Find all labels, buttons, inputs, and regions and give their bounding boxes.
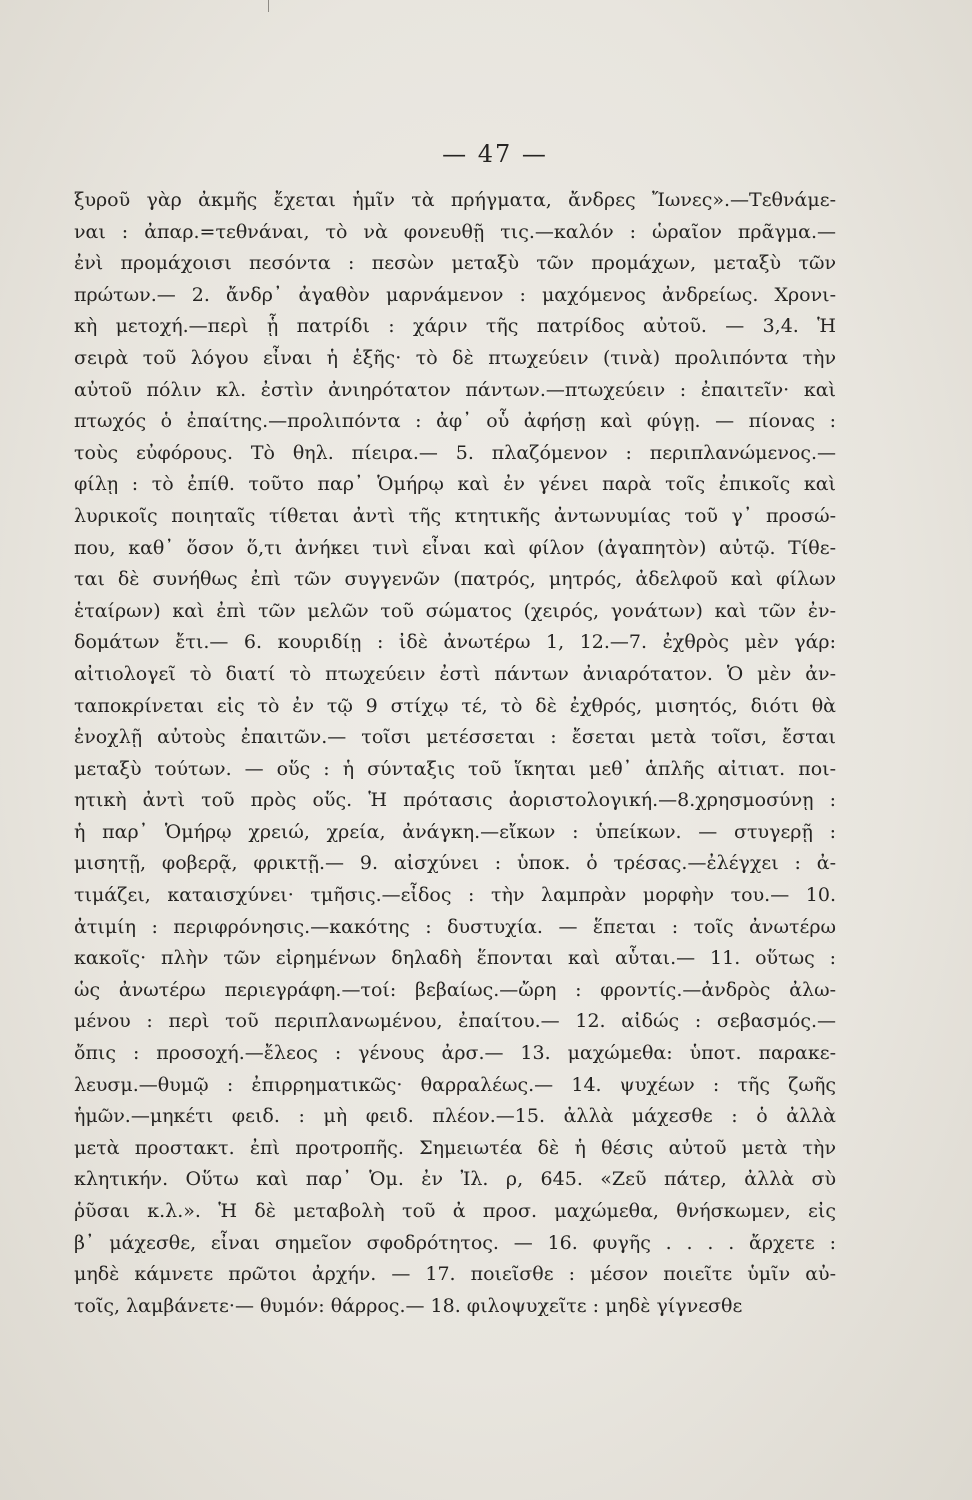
text-line: ἡμῶν.—μηκέτι φειδ. : μὴ φειδ. πλέον.—15. ἀλλὰ μάχεσθε : ὁ ἀλλὰ — [74, 1105, 836, 1128]
text-line: κὴ μετοχή.—περὶ ᾗ πατρίδι : χάριν τῆς πατρίδος αὐτοῦ. — 3,4. Ἡ — [74, 315, 836, 338]
text-line: που, καθ᾽ ὅσον ὅ,τι ἀνήκει τινὶ εἶναι καὶ φίλον (ἀγαπητὸν) αὐτῷ. Τίθε- — [74, 536, 836, 559]
text-line: φίλῃ : τὸ ἐπίθ. τοῦτο παρ᾽ Ὁμήρῳ καὶ ἐν γένει παρὰ τοῖς ἐπικοῖς καὶ — [74, 473, 836, 496]
text-line: μηδὲ κάμνετε πρῶτοι ἀρχήν. — 17. ποιεῖσθε : μέσον ποιεῖτε ὑμῖν αὐ- — [74, 1263, 836, 1286]
text-line: ἐνοχλῇ αὐτοὺς ἐπαιτῶν.— τοῖσι μετέσσεται : ἔσεται μετὰ τοῖσι, ἔσται — [74, 726, 836, 749]
text-line: αὐτοῦ πόλιν κλ. ἐστὶν ἀνιηρότατον πάντων.—πτωχεύειν : ἐπαιτεῖν· καὶ — [74, 378, 836, 401]
text-line: ταποκρίνεται εἰς τὸ ἐν τῷ 9 στίχῳ τέ, τὸ δὲ ἐχθρός, μισητός, διότι θὰ — [74, 694, 836, 717]
text-line: μισητῇ, φοβερᾷ, φρικτῇ.— 9. αἰσχύνει : ὑποκ. ὁ τρέσας.—ἐλέγχει : ἀ- — [74, 852, 836, 875]
page-edge-mark — [268, 0, 269, 12]
text-line: ὄπις : προσοχή.—ἔλεος : γένους ἀρσ.— 13. μαχώμεθα: ὑποτ. παρακε- — [74, 1042, 836, 1065]
text-line: ἑταίρων) καὶ ἐπὶ τῶν μελῶν τοῦ σώματος (χειρός, γονάτων) καὶ τῶν ἐν- — [74, 599, 836, 622]
text-line: ται δὲ συνήθως ἐπὶ τῶν συγγενῶν (πατρός, μητρός, ἀδελφοῦ καὶ φίλων — [74, 568, 836, 591]
text-line: τοὺς εὐφόρους. Τὸ θηλ. πίειρα.— 5. πλαζόμενον : περιπλανώμενος.— — [74, 441, 836, 464]
text-line: β᾽ μάχεσθε, εἶναι σημεῖον σφοδρότητος. — 16. φυγῆς . . . . ἄρχετε : — [74, 1231, 836, 1254]
text-line: δομάτων ἔτι.— 6. κουριδίῃ : ἰδὲ ἀνωτέρω 1, 12.—7. ἐχθρὸς μὲν γάρ: — [74, 631, 836, 654]
text-line: κακοῖς· πλὴν τῶν εἰρημένων δηλαδὴ ἕπονται καὶ αὗται.— 11. οὕτως : — [74, 947, 836, 970]
text-line: ητικὴ ἀντὶ τοῦ πρὸς οὕς. Ἡ πρότασις ἀοριστολογική.—8.χρησμοσύνῃ : — [74, 789, 836, 812]
text-line: πτωχός ὁ ἐπαίτης.—προλιπόντα : ἀφ᾽ οὗ ἀφήσῃ καὶ φύγῃ. — πίονας : — [74, 410, 836, 433]
text-line: τοῖς, λαμβάνετε·— θυμόν: θάρρος.— 18. φιλοψυχεῖτε : μηδὲ γίγνεσθε — [74, 1294, 743, 1317]
text-line: τιμάζει, καταισχύνει· τμῆσις.—εἶδος : τὴν λαμπρὰν μορφὴν του.— 10. — [74, 884, 836, 907]
text-line: μετὰ προστακτ. ἐπὶ προτροπῆς. Σημειωτέα δὲ ἡ θέσις αὐτοῦ μετὰ τὴν — [74, 1136, 836, 1159]
page-number: — 47 — — [442, 140, 548, 168]
text-line: πρώτων.— 2. ἄνδρ᾽ ἀγαθὸν μαρνάμενον : μαχόμενος ἀνδρείως. Χρονι- — [74, 283, 836, 306]
text-line: μένου : περὶ τοῦ περιπλανωμένου, ἐπαίτου.— 12. αἰδώς : σεβασμός.— — [74, 1010, 836, 1033]
commentary-text — [74, 185, 836, 1322]
text-line: ναι : ἀπαρ.=τεθνάναι, τὸ νὰ φονευθῇ τις.—καλόν : ὡραῖον πρᾶγμα.— — [74, 220, 836, 243]
text-line: λευσμ.—θυμῷ : ἐπιρρηματικῶς· θαρραλέως.— 14. ψυχέων : τῆς ζωῆς — [74, 1073, 836, 1096]
text-line: ξυροῦ γὰρ ἀκμῆς ἔχεται ἡμῖν τὰ πρήγματα, ἄνδρες Ἴωνες».—Τεθνάμε- — [74, 189, 836, 211]
text-line: σειρὰ τοῦ λόγου εἶναι ἡ ἑξῆς· τὸ δὲ πτωχεύειν (τινὰ) προλιπόντα τὴν — [74, 346, 836, 369]
text-line: αἰτιολογεῖ τὸ διατί τὸ πτωχεύειν ἐστὶ πάντων ἀνιαρότατον. Ὁ μὲν ἀν- — [74, 662, 836, 685]
text-line: ἀτιμίη : περιφρόνησις.—κακότης : δυστυχία. — ἕπεται : τοῖς ἀνωτέρω — [74, 915, 836, 938]
text-line: ἡ παρ᾽ Ὁμήρῳ χρειώ, χρεία, ἀνάγκη.—εἴκων : ὑπείκων. — στυγερῇ : — [74, 820, 836, 843]
text-line: ὡς ἀνωτέρω περιεγράφη.—τοί: βεβαίως.—ὤρη : φροντίς.—ἀνδρὸς ἀλω- — [74, 978, 836, 1001]
text-line: λυρικοῖς ποιηταῖς τίθεται ἀντὶ τῆς κτητικῆς ἀντωνυμίας τοῦ γ᾽ προσώ- — [74, 504, 836, 527]
text-line: ῥῦσαι κ.λ.». Ἡ δὲ μεταβολὴ τοῦ ἀ προσ. μαχώμεθα, θνήσκωμεν, εἰς — [74, 1200, 836, 1222]
text-line: ἐνὶ προμάχοισι πεσόντα : πεσὼν μεταξὺ τῶν προμάχων, μεταξὺ τῶν — [74, 252, 836, 275]
text-line: κλητικήν. Οὕτω καὶ παρ᾽ Ὁμ. ἐν Ἰλ. ρ, 645. «Ζεῦ πάτερ, ἀλλὰ σὺ — [74, 1168, 836, 1191]
text-line: μεταξὺ τούτων. — οὕς : ἡ σύνταξις τοῦ ἵκηται μεθ᾽ ἁπλῆς αἰτιατ. ποι- — [74, 757, 836, 780]
